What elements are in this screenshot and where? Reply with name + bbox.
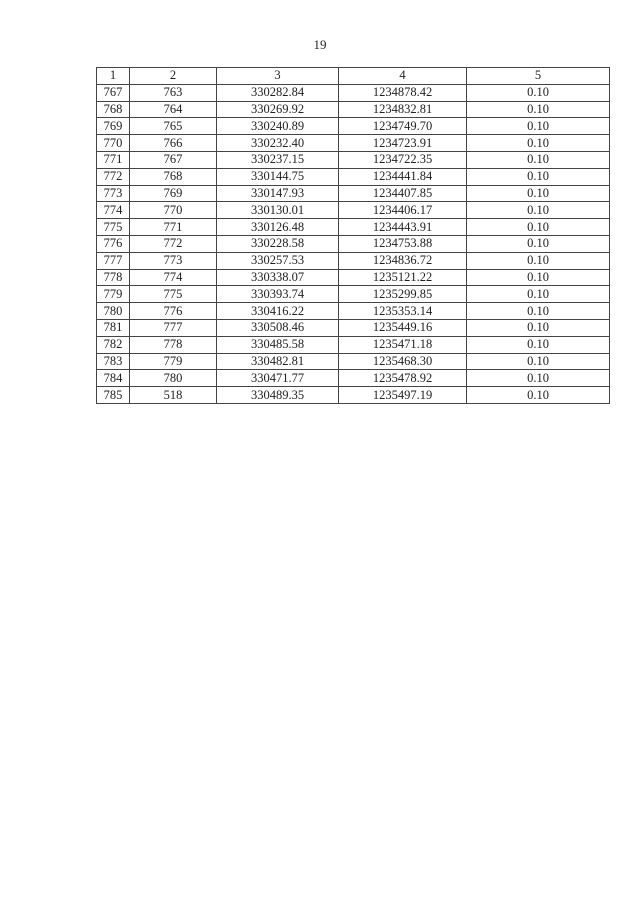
table-cell: 768 — [97, 101, 130, 118]
table-cell: 785 — [97, 387, 130, 404]
table-cell: 774 — [97, 202, 130, 219]
table-cell: 0.10 — [467, 336, 610, 353]
table-cell: 0.10 — [467, 269, 610, 286]
table-header — [97, 68, 610, 85]
table-row — [97, 185, 610, 202]
table-row — [97, 336, 610, 353]
table-cell: 780 — [97, 303, 130, 320]
table-row — [97, 168, 610, 185]
table-cell: 330338.07 — [217, 269, 339, 286]
table-cell: 769 — [130, 185, 217, 202]
table-cell: 1234832.81 — [339, 101, 467, 118]
table-cell: 767 — [130, 151, 217, 168]
table-cell: 777 — [97, 252, 130, 269]
table-cell: 330482.81 — [217, 353, 339, 370]
table-cell: 1234407.85 — [339, 185, 467, 202]
table-row — [97, 252, 610, 269]
table-cell: 0.10 — [467, 319, 610, 336]
table-cell: 778 — [130, 336, 217, 353]
table-cell: 330282.84 — [217, 84, 339, 101]
table-row — [97, 303, 610, 320]
table-cell: 1234441.84 — [339, 168, 467, 185]
table-row — [97, 235, 610, 252]
table-row — [97, 84, 610, 101]
table-cell: 773 — [97, 185, 130, 202]
table-cell: 1235478.92 — [339, 370, 467, 387]
table-row — [97, 118, 610, 135]
table-cell: 784 — [97, 370, 130, 387]
table-cell: 779 — [97, 286, 130, 303]
table-cell: 0.10 — [467, 219, 610, 236]
table-cell: 781 — [97, 319, 130, 336]
table-row — [97, 370, 610, 387]
table-cell: 330489.35 — [217, 387, 339, 404]
table-cell: 1234443.91 — [339, 219, 467, 236]
table-cell: 770 — [130, 202, 217, 219]
table-cell: 773 — [130, 252, 217, 269]
header-row — [97, 68, 610, 85]
table-cell: 330126.48 — [217, 219, 339, 236]
table-cell: 1235299.85 — [339, 286, 467, 303]
table-cell: 767 — [97, 84, 130, 101]
table-cell: 783 — [97, 353, 130, 370]
table-cell: 1234836.72 — [339, 252, 467, 269]
table-row — [97, 286, 610, 303]
table-cell: 330240.89 — [217, 118, 339, 135]
table-cell: 1235497.19 — [339, 387, 467, 404]
table-cell: 1235449.16 — [339, 319, 467, 336]
table-cell: 330232.40 — [217, 135, 339, 152]
table-cell: 1234749.70 — [339, 118, 467, 135]
table-cell: 330228.58 — [217, 235, 339, 252]
table-cell: 0.10 — [467, 118, 610, 135]
table-cell: 772 — [97, 168, 130, 185]
table-row — [97, 353, 610, 370]
table-cell: 772 — [130, 235, 217, 252]
table-cell: 778 — [97, 269, 130, 286]
table-cell: 1234406.17 — [339, 202, 467, 219]
table-cell: 330237.15 — [217, 151, 339, 168]
column-header-4: 4 — [339, 68, 467, 85]
column-header-3: 3 — [217, 68, 339, 85]
table-cell: 0.10 — [467, 202, 610, 219]
column-header-2: 2 — [130, 68, 217, 85]
table-cell: 0.10 — [467, 101, 610, 118]
table-cell: 763 — [130, 84, 217, 101]
table-cell: 1234723.91 — [339, 135, 467, 152]
table-body — [97, 84, 610, 403]
column-header-1: 1 — [97, 68, 130, 85]
table-cell: 768 — [130, 168, 217, 185]
table-cell: 780 — [130, 370, 217, 387]
table-cell: 518 — [130, 387, 217, 404]
table-cell: 0.10 — [467, 84, 610, 101]
table-cell: 779 — [130, 353, 217, 370]
table-cell: 776 — [97, 235, 130, 252]
table-row — [97, 219, 610, 236]
table-row — [97, 319, 610, 336]
table-cell: 0.10 — [467, 370, 610, 387]
table-cell: 1234753.88 — [339, 235, 467, 252]
table-cell: 0.10 — [467, 353, 610, 370]
table-cell: 771 — [130, 219, 217, 236]
table-cell: 769 — [97, 118, 130, 135]
table-row — [97, 202, 610, 219]
table-cell: 0.10 — [467, 235, 610, 252]
table-cell: 0.10 — [467, 252, 610, 269]
table-cell: 330393.74 — [217, 286, 339, 303]
table-cell: 0.10 — [467, 387, 610, 404]
table-cell: 770 — [97, 135, 130, 152]
table-cell: 765 — [130, 118, 217, 135]
column-header-5: 5 — [467, 68, 610, 85]
table-cell: 1235121.22 — [339, 269, 467, 286]
page-number: 19 — [313, 37, 327, 52]
table-cell: 1235353.14 — [339, 303, 467, 320]
table-row — [97, 135, 610, 152]
table-cell: 775 — [130, 286, 217, 303]
table-cell: 1235471.18 — [339, 336, 467, 353]
table-cell: 330147.93 — [217, 185, 339, 202]
table-cell: 330257.53 — [217, 252, 339, 269]
table-cell: 0.10 — [467, 168, 610, 185]
table-cell: 330130.01 — [217, 202, 339, 219]
table-cell: 0.10 — [467, 286, 610, 303]
table-cell: 0.10 — [467, 135, 610, 152]
table-cell: 330269.92 — [217, 101, 339, 118]
table-cell: 330144.75 — [217, 168, 339, 185]
table-cell: 1234878.42 — [339, 84, 467, 101]
table-row — [97, 101, 610, 118]
table-cell: 0.10 — [467, 151, 610, 168]
table-cell: 0.10 — [467, 303, 610, 320]
table-cell: 774 — [130, 269, 217, 286]
table-cell: 766 — [130, 135, 217, 152]
table-cell: 330508.46 — [217, 319, 339, 336]
table-cell: 330416.22 — [217, 303, 339, 320]
table-cell: 1234722.35 — [339, 151, 467, 168]
table-cell: 775 — [97, 219, 130, 236]
table-cell: 777 — [130, 319, 217, 336]
table-cell: 771 — [97, 151, 130, 168]
table-cell: 330485.58 — [217, 336, 339, 353]
table-cell: 330471.77 — [217, 370, 339, 387]
table-row — [97, 387, 610, 404]
coordinates-table — [96, 67, 610, 404]
table-cell: 776 — [130, 303, 217, 320]
table-row — [97, 151, 610, 168]
table-row — [97, 269, 610, 286]
table-cell: 782 — [97, 336, 130, 353]
table-cell: 764 — [130, 101, 217, 118]
table-cell: 1235468.30 — [339, 353, 467, 370]
table-cell: 0.10 — [467, 185, 610, 202]
